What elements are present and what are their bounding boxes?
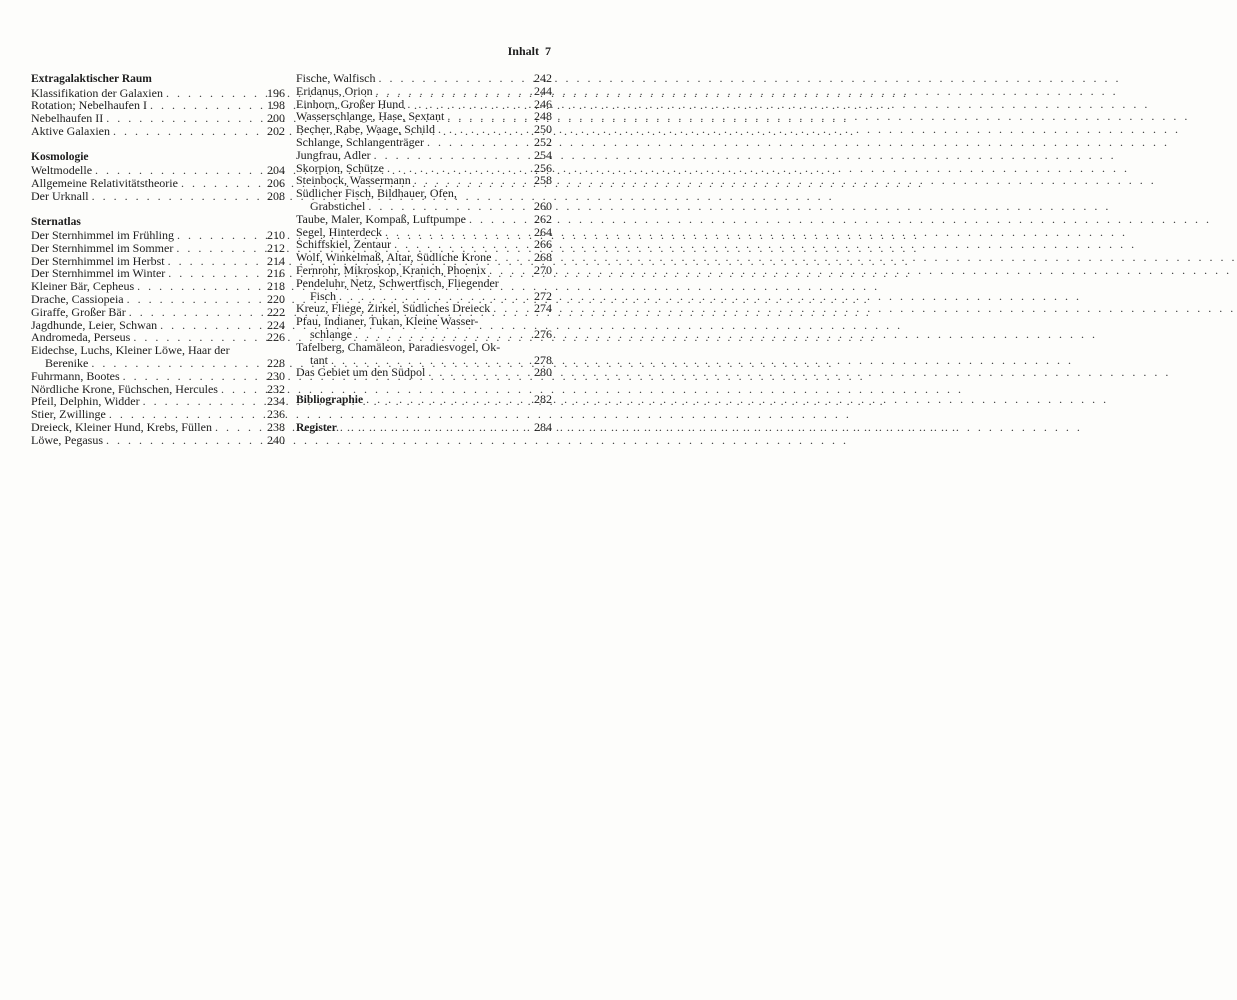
- toc-entry-page: 262: [534, 211, 552, 226]
- toc-entry-title: Nebelhaufen II: [31, 111, 104, 126]
- toc-entry-title: Der Sternhimmel im Herbst: [31, 253, 165, 268]
- toc-back-matter-entry: [296, 393, 552, 407]
- toc-entry: [296, 136, 552, 149]
- toc-entry-page: 220: [267, 292, 285, 307]
- toc-entry-title: Fische, Walfisch: [296, 71, 376, 85]
- toc-entry-title: Der Sternhimmel im Sommer: [31, 240, 174, 255]
- toc-entry: [31, 242, 285, 255]
- toc-entry-title: Steinbock, Wassermann: [296, 173, 411, 188]
- toc-entry: [31, 125, 285, 138]
- toc-entry-title: Eridanus, Orion: [296, 83, 373, 98]
- toc-entry-page: 284: [534, 419, 552, 434]
- leader-dots: [129, 306, 264, 319]
- leader-dots: [427, 136, 531, 149]
- toc-section: [31, 215, 285, 447]
- toc-entry-page: 228: [267, 356, 285, 371]
- toc-entry-title: Taube, Maler, Kompaß, Luftpumpe: [296, 211, 466, 226]
- toc-entry-page: 252: [534, 134, 552, 149]
- toc-entry-title: Eidechse, Luchs, Kleiner Löwe, Haar der: [31, 343, 230, 358]
- toc-entry: [296, 277, 552, 303]
- toc-right-entries: [296, 72, 552, 379]
- toc-entry: [296, 85, 552, 98]
- toc-entry-title: Pfau, Indianer, Tukan, Kleine Wasser-: [296, 314, 479, 329]
- toc-entry-line: [296, 264, 552, 277]
- toc-entry-page: 202: [267, 123, 285, 138]
- toc-entry-page: 206: [267, 175, 285, 190]
- toc-entry-title: Segel, Hinterdeck: [296, 224, 382, 239]
- toc-entry-title: Rotation; Nebelhaufen I: [31, 98, 147, 113]
- leader-dots: [106, 434, 264, 447]
- toc-entry-title: Der Sternhimmel im Frühling: [31, 228, 174, 243]
- toc-entry-page: 226: [267, 330, 285, 345]
- toc-entry-line: [31, 357, 285, 370]
- leader-dots: [340, 421, 531, 434]
- toc-entry: [296, 366, 552, 379]
- toc-entry-page: 264: [534, 224, 552, 239]
- toc-entry-page: 256: [534, 160, 552, 175]
- toc-entry: [296, 315, 552, 341]
- toc-entry-page: 198: [267, 98, 285, 113]
- back-matter-title: Bibliographie: [296, 394, 364, 407]
- toc-entry-line: [296, 328, 552, 341]
- toc-entry-title: tant: [310, 352, 328, 367]
- toc-entry: [31, 344, 285, 370]
- toc-entry-page: 268: [534, 250, 552, 265]
- toc-entry-title: Grabstichel: [310, 198, 366, 213]
- toc-entry-title: Jagdhunde, Leier, Schwan: [31, 317, 158, 332]
- toc-entry-page: 282: [534, 392, 552, 407]
- section-heading: Kosmologie: [31, 150, 89, 163]
- toc-left-column: [31, 72, 285, 459]
- toc-entry: [31, 177, 285, 190]
- toc-entry-page: 212: [267, 240, 285, 255]
- toc-entry-page: 244: [534, 83, 552, 98]
- toc-entry-page: 204: [267, 163, 285, 178]
- toc-entry-line: [296, 277, 552, 290]
- toc-back-matter-entry: [296, 421, 552, 435]
- toc-entry-title: Aktive Galaxien: [31, 123, 110, 138]
- toc-entry-page: 238: [267, 420, 285, 435]
- toc-entry-line: [296, 149, 552, 162]
- toc-entry-title: Wolf, Winkelmaß, Altar, Südliche Krone: [296, 250, 492, 265]
- leader-dots: [366, 393, 531, 406]
- leader-dots: [374, 149, 531, 162]
- toc-entry-line: [296, 72, 552, 85]
- toc-entry: [31, 293, 285, 306]
- toc-entry-line: [296, 341, 552, 354]
- toc-entry-title: Der Urknall: [31, 188, 89, 203]
- toc-entry-page: 222: [267, 304, 285, 319]
- leader-dots: [92, 190, 264, 203]
- toc-entry: [31, 112, 285, 125]
- toc-entry-title: Löwe, Pegasus: [31, 432, 103, 447]
- toc-entry-title: Fisch: [310, 288, 337, 303]
- toc-entry-page: 270: [534, 262, 552, 277]
- toc-entry-title: Becher, Rabe, Waage, Schild: [296, 122, 435, 137]
- toc-entry-title: Der Sternhimmel im Winter: [31, 266, 166, 281]
- toc-entry-page: 242: [534, 71, 552, 85]
- toc-entry-line: [31, 242, 285, 255]
- toc-entry-line: [31, 177, 285, 190]
- toc-entry-page: 240: [267, 432, 285, 447]
- running-head-page-number: 7: [545, 44, 551, 58]
- leader-dots: [493, 302, 531, 315]
- toc-entry-page: 274: [534, 301, 552, 316]
- toc-entry: [296, 264, 552, 277]
- leader-dots: [489, 264, 531, 277]
- toc-entry-page: 250: [534, 122, 552, 137]
- toc-entry-line: [31, 125, 285, 138]
- toc-entry-page: 208: [267, 188, 285, 203]
- leader-dots: [113, 125, 264, 138]
- toc-entry-title: Drache, Cassiopeia: [31, 292, 124, 307]
- toc-entry-page: 234: [267, 394, 285, 409]
- toc-entry-title: Allgemeine Relativitätstheorie: [31, 175, 178, 190]
- toc-entry-title: Stier, Zwillinge: [31, 407, 106, 422]
- toc-entry: [296, 187, 552, 213]
- toc-entry-line: [31, 434, 285, 447]
- toc-entry-page: 254: [534, 147, 552, 162]
- toc-entry-title: Kreuz, Fliege, Zirkel, Südliches Dreieck: [296, 301, 491, 316]
- toc-entry-title: Südlicher Fisch, Bildhauer, Ofen,: [296, 186, 457, 201]
- toc-entry-line: [31, 306, 285, 319]
- toc-entry: [296, 341, 552, 367]
- leader-dots: [127, 293, 264, 306]
- toc-entry-title: Giraffe, Großer Bär: [31, 304, 126, 319]
- toc-entry-title: Andromeda, Perseus: [31, 330, 131, 345]
- toc-entry-page: 210: [267, 228, 285, 243]
- toc-entry-line: [31, 293, 285, 306]
- toc-entry-title: Skorpion, Schütze: [296, 160, 384, 175]
- toc-entry-line: [31, 370, 285, 383]
- toc-entry-page: 236: [267, 407, 285, 422]
- section-heading: Extragalaktischer Raum: [31, 73, 152, 85]
- toc-right-column: [296, 72, 552, 435]
- toc-entry: [31, 306, 285, 319]
- toc-section: [31, 150, 285, 203]
- toc-entry-page: 248: [534, 109, 552, 124]
- leader-dots: [428, 366, 531, 379]
- toc-entry: [31, 370, 285, 383]
- toc-entry-line: [296, 136, 552, 149]
- toc-entry-page: 216: [267, 266, 285, 281]
- toc-entry: [296, 213, 552, 226]
- toc-entry-title: Klassifikation der Galaxien: [31, 85, 163, 100]
- leader-dots: [469, 213, 531, 226]
- leader-dots: [368, 200, 531, 213]
- back-matter-title: Register: [296, 421, 337, 434]
- toc-entry-line: [31, 190, 285, 203]
- toc-entry-line: [296, 421, 552, 435]
- leader-dots: [376, 85, 531, 98]
- toc-back-matter: [296, 393, 552, 435]
- toc-entry: [31, 229, 285, 242]
- leader-dots: [355, 328, 531, 341]
- toc-entry-line: [296, 366, 552, 379]
- toc-entry: [31, 421, 285, 434]
- leader-dots: [177, 229, 264, 242]
- toc-entry-title: Weltmodelle: [31, 163, 93, 178]
- toc-entry-page: 272: [534, 288, 552, 303]
- toc-entry-title: Schlange, Schlangenträger: [296, 134, 424, 149]
- toc-entry-page: 278: [534, 352, 552, 367]
- toc-entry-line: [296, 85, 552, 98]
- leader-dots: [181, 177, 264, 190]
- toc-entry-page: 196: [267, 85, 285, 100]
- toc-entry-page: 200: [267, 111, 285, 126]
- section-heading: Sternatlas: [31, 215, 81, 228]
- toc-entry-title: Tafelberg, Chamäleon, Paradiesvogel, Ok-: [296, 339, 501, 354]
- toc-entry-title: Nördliche Krone, Füchschen, Hercules: [31, 381, 218, 396]
- leader-dots: [123, 370, 264, 383]
- toc-entry-title: Einhorn, Großer Hund: [296, 96, 405, 111]
- toc-entry-title: Wasserschlange, Hase, Sextant: [296, 109, 445, 124]
- toc-entry: [31, 190, 285, 203]
- toc-entry-title: Kleiner Bär, Cepheus: [31, 279, 135, 294]
- toc-entry-line: [296, 200, 552, 213]
- toc-entry-page: 230: [267, 368, 285, 383]
- toc-entry-line: [31, 421, 285, 434]
- toc-entry-title: Fuhrmann, Bootes: [31, 368, 120, 383]
- toc-entry: [296, 149, 552, 162]
- toc-entry-line: [296, 393, 552, 407]
- toc-entry-title: Pfeil, Delphin, Widder: [31, 394, 140, 409]
- toc-entry-page: 260: [534, 198, 552, 213]
- toc-entry-title: Pendeluhr, Netz, Schwertfisch, Fliegender: [296, 275, 499, 290]
- toc-entry-page: 224: [267, 317, 285, 332]
- toc-entry-line: [296, 213, 552, 226]
- leader-dots: [91, 357, 264, 370]
- leader-dots: [378, 72, 531, 85]
- toc-entry-title: Das Gebiet um den Südpol: [296, 365, 426, 380]
- toc-entry: [31, 434, 285, 447]
- toc-entry-title: Schiffskiel, Zentaur: [296, 237, 392, 252]
- toc-entry-page: 280: [534, 365, 552, 380]
- running-head: [508, 44, 551, 59]
- toc-entry-page: 214: [267, 253, 285, 268]
- leader-dots: [215, 421, 264, 434]
- leader-dots: [106, 112, 264, 125]
- toc-entry-page: 232: [267, 381, 285, 396]
- toc-entry-page: 246: [534, 96, 552, 111]
- toc-entry: [296, 72, 552, 85]
- toc-entry-line: [31, 229, 285, 242]
- toc-entry-title: Dreieck, Kleiner Hund, Krebs, Füllen: [31, 420, 212, 435]
- toc-entry-title: Berenike: [45, 356, 89, 371]
- leader-dots: [176, 242, 264, 255]
- toc-entry-page: 218: [267, 279, 285, 294]
- toc-entry-line: [31, 112, 285, 125]
- toc-entry-page: 258: [534, 173, 552, 188]
- toc-entry-page: 266: [534, 237, 552, 252]
- toc-entry-page: 276: [534, 326, 552, 341]
- toc-entry-title: Fernrohr, Mikroskop, Kranich, Phoenix: [296, 262, 487, 277]
- toc-entry-title: Jungfrau, Adler: [296, 147, 371, 162]
- toc-entry-title: schlange: [310, 326, 352, 341]
- toc-section: [31, 72, 285, 138]
- running-head-section: Inhalt: [507, 44, 539, 58]
